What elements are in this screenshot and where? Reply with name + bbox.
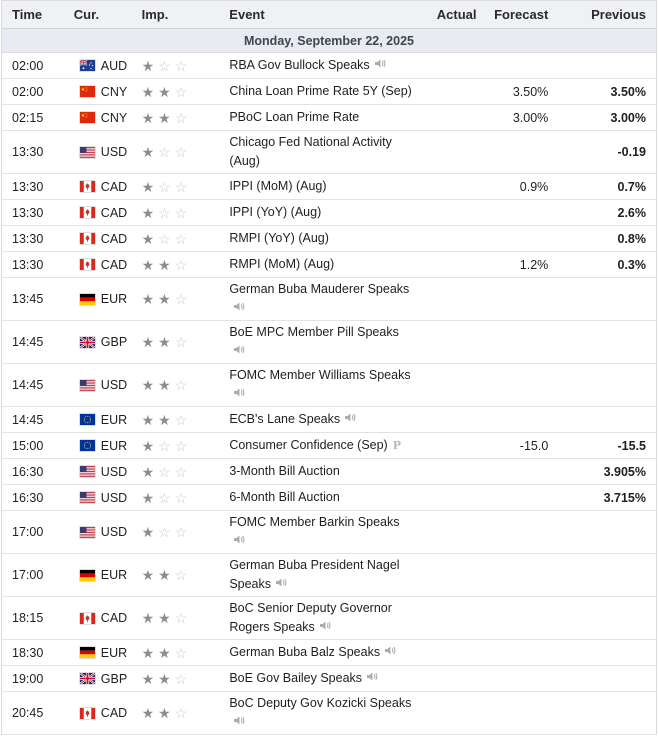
event-time: 13:30 <box>12 179 44 194</box>
currency-code: CAD <box>100 257 128 272</box>
economic-calendar <box>1 0 657 735</box>
event-time: 13:30 <box>12 257 44 272</box>
currency-code: CAD <box>100 611 128 625</box>
event-name[interactable] <box>229 133 416 171</box>
currency-code: EUR <box>100 438 128 453</box>
event-title[interactable]: German Buba Mauderer Speaks <box>229 281 410 296</box>
star-filled-icon: ★ <box>141 644 155 661</box>
star-empty-icon: ☆ <box>158 230 171 247</box>
ca-flag-icon <box>80 233 95 244</box>
star-empty-icon: ☆ <box>174 524 188 540</box>
previous-value: 3.00% <box>610 110 646 125</box>
table-row[interactable] <box>1 131 657 174</box>
event-currency <box>74 611 140 625</box>
table-row[interactable] <box>1 252 657 278</box>
header-time[interactable]: Time <box>12 7 43 22</box>
event-currency <box>74 232 140 246</box>
event-title[interactable]: FOMC Member Barkin Speaks <box>229 514 400 529</box>
event-title[interactable]: PBoC Loan Prime Rate <box>229 110 360 124</box>
importance-stars <box>140 568 230 582</box>
currency-code: EUR <box>100 568 128 582</box>
star-filled-icon: ★ <box>141 204 155 221</box>
importance-stars <box>140 59 230 73</box>
currency-code: USD <box>100 525 128 539</box>
importance-stars <box>140 525 230 539</box>
previous-value: -0.19 <box>617 145 646 159</box>
header-currency[interactable]: Cur. <box>73 7 100 22</box>
event-title[interactable]: BoE Gov Bailey Speaks <box>229 670 363 685</box>
table-row[interactable] <box>1 321 657 364</box>
previous-value: 3.715% <box>603 490 646 505</box>
star-empty-icon: ☆ <box>174 567 188 583</box>
event-name[interactable] <box>229 694 416 732</box>
forecast-value: -15.0 <box>519 438 549 453</box>
event-title[interactable]: German Buba President Nagel Speaks <box>229 557 400 591</box>
importance-stars <box>140 465 230 479</box>
table-row[interactable] <box>1 364 657 407</box>
importance-stars <box>140 491 230 505</box>
importance-stars <box>140 232 230 246</box>
table-row[interactable] <box>1 278 657 321</box>
importance-stars <box>140 439 230 453</box>
importance-stars <box>140 378 230 392</box>
event-title[interactable]: Chicago Fed National Activity (Aug) <box>229 135 392 168</box>
previous-value: 3.905% <box>603 464 646 479</box>
table-row[interactable] <box>1 226 657 252</box>
event-name[interactable] <box>229 177 416 196</box>
event-time: 18:15 <box>12 611 44 625</box>
event-currency <box>74 439 140 453</box>
currency-code: EUR <box>100 292 128 306</box>
currency-code: CNY <box>100 110 128 125</box>
star-empty-icon: ☆ <box>174 411 188 428</box>
star-empty-icon: ☆ <box>158 178 171 195</box>
star-empty-icon: ☆ <box>174 230 188 247</box>
event-time: 18:30 <box>12 645 44 660</box>
table-row[interactable] <box>1 174 657 200</box>
event-name[interactable] <box>229 108 416 127</box>
table-row[interactable] <box>1 485 657 511</box>
currency-code: EUR <box>100 645 128 660</box>
star-filled-icon: ★ <box>141 256 155 273</box>
event-name[interactable] <box>229 436 416 455</box>
event-name[interactable] <box>229 488 416 507</box>
currency-code: GBP <box>100 671 128 686</box>
star-filled-icon: ★ <box>141 109 155 126</box>
event-time: 13:45 <box>12 292 44 306</box>
table-row[interactable] <box>1 640 657 666</box>
event-time: 17:00 <box>12 525 44 539</box>
speaker-icon <box>366 669 379 688</box>
currency-code: USD <box>100 464 128 479</box>
speaker-icon <box>374 56 387 75</box>
event-name[interactable] <box>229 280 416 318</box>
star-filled-icon: ★ <box>158 705 171 721</box>
star-filled-icon: ★ <box>141 178 155 195</box>
speaker-icon <box>319 618 332 637</box>
event-title[interactable]: 6-Month Bill Auction <box>229 490 340 504</box>
forecast-value: 1.2% <box>519 257 549 272</box>
speaker-icon <box>233 385 246 404</box>
event-currency <box>74 180 140 194</box>
previous-value: 3.50% <box>610 84 646 99</box>
star-empty-icon: ☆ <box>158 437 171 454</box>
currency-code: CAD <box>100 179 128 194</box>
importance-stars <box>140 611 230 625</box>
us-flag-icon <box>80 466 95 477</box>
event-currency <box>74 491 140 505</box>
table-row[interactable] <box>1 459 657 485</box>
event-currency <box>74 646 140 660</box>
event-time: 14:45 <box>12 378 44 392</box>
importance-stars <box>140 646 230 660</box>
event-time: 19:00 <box>12 671 44 686</box>
star-filled-icon: ★ <box>141 567 155 583</box>
star-filled-icon: ★ <box>141 489 155 506</box>
de-flag-icon <box>80 570 95 581</box>
star-empty-icon: ☆ <box>174 670 188 687</box>
event-title[interactable]: FOMC Member Williams Speaks <box>229 367 411 382</box>
event-name[interactable] <box>229 56 416 75</box>
star-filled-icon: ★ <box>141 83 155 100</box>
table-row[interactable] <box>1 597 657 640</box>
star-filled-icon: ★ <box>141 610 155 626</box>
event-title[interactable]: IPPI (YoY) (Aug) <box>229 205 322 219</box>
importance-stars <box>140 672 230 686</box>
star-filled-icon: ★ <box>141 463 155 480</box>
event-time: 13:30 <box>12 231 44 246</box>
event-name[interactable] <box>229 203 416 222</box>
star-filled-icon: ★ <box>158 256 171 273</box>
previous-value: 0.7% <box>617 179 646 194</box>
table-row[interactable] <box>1 433 657 459</box>
event-currency <box>74 145 140 159</box>
table-row[interactable] <box>1 53 657 79</box>
event-currency <box>74 706 140 720</box>
currency-code: CAD <box>100 231 128 246</box>
speaker-icon <box>233 342 246 361</box>
star-filled-icon: ★ <box>158 670 171 687</box>
star-empty-icon: ☆ <box>158 144 171 160</box>
event-name[interactable] <box>229 556 416 594</box>
table-row[interactable] <box>1 692 657 735</box>
event-time: 14:45 <box>12 335 44 349</box>
event-title[interactable]: IPPI (MoM) (Aug) <box>229 179 327 193</box>
event-currency <box>74 206 140 220</box>
importance-stars <box>140 292 230 306</box>
event-title[interactable]: German Buba Balz Speaks <box>229 644 381 659</box>
event-currency <box>74 335 140 349</box>
star-empty-icon: ☆ <box>174 334 188 350</box>
speaker-icon <box>344 410 357 429</box>
star-empty-icon: ☆ <box>174 178 188 195</box>
event-currency <box>74 465 140 479</box>
star-empty-icon: ☆ <box>174 377 188 393</box>
star-empty-icon: ☆ <box>174 437 188 454</box>
event-time: 02:15 <box>12 110 44 125</box>
star-filled-icon: ★ <box>158 83 171 100</box>
header-event[interactable]: Event <box>229 7 265 22</box>
currency-code: CAD <box>100 706 128 720</box>
currency-code: USD <box>100 490 128 505</box>
currency-code: CAD <box>100 205 128 220</box>
star-empty-icon: ☆ <box>174 291 188 307</box>
event-time: 15:00 <box>12 438 44 453</box>
de-flag-icon <box>80 647 95 658</box>
event-name[interactable] <box>229 669 416 688</box>
table-row[interactable] <box>1 407 657 433</box>
currency-code: CNY <box>100 84 128 99</box>
cn-flag-icon <box>80 86 95 97</box>
gb-flag-icon <box>80 337 95 348</box>
event-time: 13:30 <box>12 145 44 159</box>
event-currency <box>74 111 140 125</box>
currency-code: USD <box>100 378 128 392</box>
ca-flag-icon <box>80 259 95 270</box>
ca-flag-icon <box>80 207 95 218</box>
currency-code: AUD <box>100 58 128 73</box>
star-empty-icon: ☆ <box>158 524 171 540</box>
star-filled-icon: ★ <box>141 411 155 428</box>
eu-flag-icon <box>80 414 95 425</box>
event-name[interactable] <box>229 323 416 361</box>
star-filled-icon: ★ <box>141 437 155 454</box>
currency-code: USD <box>100 145 128 159</box>
event-time: 16:30 <box>12 464 44 479</box>
forecast-value: 3.00% <box>512 110 549 125</box>
table-row[interactable] <box>1 511 657 554</box>
star-filled-icon: ★ <box>158 291 171 307</box>
star-filled-icon: ★ <box>141 377 155 393</box>
event-title[interactable]: ECB's Lane Speaks <box>229 411 341 426</box>
event-time: 13:30 <box>12 205 44 220</box>
preliminary-icon: P <box>392 439 402 452</box>
star-filled-icon: ★ <box>158 567 171 583</box>
event-title[interactable]: BoC Deputy Gov Kozicki Speaks <box>229 695 412 710</box>
header-actual[interactable]: Actual <box>436 7 477 22</box>
star-filled-icon: ★ <box>141 230 155 247</box>
star-empty-icon: ☆ <box>174 83 188 100</box>
event-title[interactable]: Consumer Confidence (Sep) <box>229 438 388 452</box>
currency-code: EUR <box>100 412 128 427</box>
us-flag-icon <box>80 527 95 538</box>
star-empty-icon: ☆ <box>174 610 188 626</box>
star-empty-icon: ☆ <box>174 109 188 126</box>
event-name[interactable] <box>229 513 416 551</box>
star-empty-icon: ☆ <box>158 57 171 74</box>
event-name[interactable] <box>229 366 416 404</box>
event-currency <box>74 59 140 73</box>
event-name[interactable] <box>229 462 416 481</box>
star-empty-icon: ☆ <box>174 705 188 721</box>
star-filled-icon: ★ <box>141 291 155 307</box>
star-empty-icon: ☆ <box>174 204 188 221</box>
event-title[interactable]: BoC Senior Deputy Governor Rogers Speaks <box>229 600 392 634</box>
star-empty-icon: ☆ <box>174 144 188 160</box>
table-row[interactable] <box>1 554 657 597</box>
importance-stars <box>140 111 230 125</box>
ca-flag-icon <box>80 708 95 719</box>
speaker-icon <box>233 713 246 732</box>
importance-stars <box>140 145 230 159</box>
table-row[interactable] <box>1 200 657 226</box>
previous-value: -15.5 <box>617 438 646 453</box>
header-importance[interactable]: Imp. <box>141 7 169 22</box>
star-filled-icon: ★ <box>158 334 171 350</box>
previous-value: 0.8% <box>617 231 646 246</box>
event-time: 02:00 <box>12 58 44 73</box>
event-time: 14:45 <box>12 412 44 427</box>
star-filled-icon: ★ <box>141 57 155 74</box>
table-row[interactable] <box>1 79 657 105</box>
speaker-icon <box>384 643 397 662</box>
event-title[interactable]: RMPI (MoM) (Aug) <box>229 257 335 271</box>
event-time: 02:00 <box>12 84 44 99</box>
gb-flag-icon <box>80 673 95 684</box>
event-title[interactable]: RMPI (YoY) (Aug) <box>229 231 329 245</box>
event-currency <box>74 568 140 582</box>
star-filled-icon: ★ <box>158 610 171 626</box>
star-filled-icon: ★ <box>141 705 155 721</box>
event-title[interactable]: China Loan Prime Rate 5Y (Sep) <box>229 84 412 98</box>
event-time: 17:00 <box>12 568 44 582</box>
event-currency <box>74 413 140 427</box>
event-name[interactable] <box>229 410 416 429</box>
star-empty-icon: ☆ <box>174 489 188 506</box>
date-group-header: Monday, September 22, 2025 <box>1 29 657 53</box>
table-header <box>1 0 657 29</box>
star-filled-icon: ★ <box>158 377 171 393</box>
speaker-icon <box>275 575 288 594</box>
importance-stars <box>140 206 230 220</box>
event-name[interactable] <box>229 643 416 662</box>
event-list <box>1 53 657 735</box>
cn-flag-icon <box>80 112 95 123</box>
star-filled-icon: ★ <box>141 334 155 350</box>
eu-flag-icon <box>80 440 95 451</box>
forecast-value: 0.9% <box>519 179 549 194</box>
star-empty-icon: ☆ <box>174 463 188 480</box>
de-flag-icon <box>80 294 95 305</box>
event-name[interactable] <box>229 255 416 274</box>
event-title[interactable]: RBA Gov Bullock Speaks <box>229 57 370 72</box>
event-name[interactable] <box>229 599 416 637</box>
importance-stars <box>140 258 230 272</box>
currency-code: GBP <box>100 335 128 349</box>
event-currency <box>74 672 140 686</box>
previous-value: 2.6% <box>617 205 646 220</box>
us-flag-icon <box>80 147 95 158</box>
au-flag-icon <box>80 60 95 71</box>
star-filled-icon: ★ <box>158 644 171 661</box>
importance-stars <box>140 85 230 99</box>
header-previous[interactable]: Previous <box>591 7 647 22</box>
star-empty-icon: ☆ <box>174 57 188 74</box>
event-currency <box>74 525 140 539</box>
star-filled-icon: ★ <box>141 670 155 687</box>
forecast-value: 3.50% <box>512 84 549 99</box>
event-currency <box>74 378 140 392</box>
table-row[interactable] <box>1 666 657 692</box>
previous-value: 0.3% <box>617 257 646 272</box>
event-name[interactable] <box>229 229 416 248</box>
importance-stars <box>140 335 230 349</box>
importance-stars <box>140 180 230 194</box>
event-title[interactable]: BoE MPC Member Pill Speaks <box>229 324 399 339</box>
speaker-icon <box>233 532 246 551</box>
event-currency <box>74 292 140 306</box>
importance-stars <box>140 706 230 720</box>
star-filled-icon: ★ <box>158 411 171 428</box>
event-name[interactable] <box>229 82 416 101</box>
us-flag-icon <box>80 492 95 503</box>
star-empty-icon: ☆ <box>158 204 171 221</box>
speaker-icon <box>233 299 246 318</box>
event-time: 16:30 <box>12 490 44 505</box>
event-currency <box>74 85 140 99</box>
importance-stars <box>140 413 230 427</box>
star-empty-icon: ☆ <box>174 256 188 273</box>
star-filled-icon: ★ <box>158 109 171 126</box>
event-currency <box>74 258 140 272</box>
star-filled-icon: ★ <box>141 144 155 160</box>
header-forecast[interactable]: Forecast <box>494 7 549 22</box>
event-title[interactable]: 3-Month Bill Auction <box>229 464 340 478</box>
table-row[interactable] <box>1 105 657 131</box>
ca-flag-icon <box>80 613 95 624</box>
star-empty-icon: ☆ <box>174 644 188 661</box>
event-time: 20:45 <box>12 706 44 720</box>
star-empty-icon: ☆ <box>158 463 171 480</box>
us-flag-icon <box>80 380 95 391</box>
star-filled-icon: ★ <box>141 524 155 540</box>
ca-flag-icon <box>80 181 95 192</box>
star-empty-icon: ☆ <box>158 489 171 506</box>
